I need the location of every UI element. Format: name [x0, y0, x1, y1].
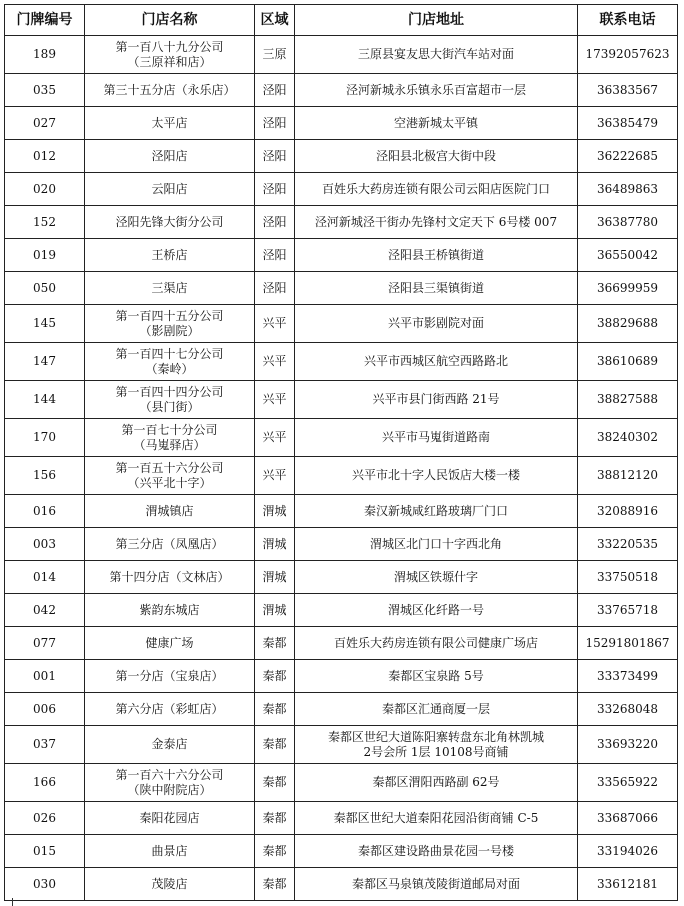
area-cell: 秦都 [255, 726, 295, 764]
store-name-cell [85, 594, 255, 627]
store-name-cell [85, 343, 255, 381]
store-code-cell: 042 [5, 594, 85, 627]
store-name-line: （兴平北十字） [127, 475, 212, 490]
address-line: 渭城区北门口十字西北角 [369, 536, 502, 551]
store-name-line: 茂陵店 [151, 876, 188, 891]
address-line: 百姓乐大药房连锁有限公司云阳店医院门口 [321, 181, 550, 196]
store-code-cell: 019 [5, 239, 85, 272]
address-cell [295, 802, 578, 835]
store-name-line: 第一百四十五分公司 [115, 308, 224, 323]
table-row [5, 74, 678, 107]
store-name-line: （秦岭） [145, 361, 194, 376]
area-cell: 泾阳 [255, 140, 295, 173]
address-cell [295, 528, 578, 561]
table-row [5, 528, 678, 561]
phone-cell: 36385479 [578, 107, 678, 140]
phone-cell: 32088916 [578, 495, 678, 528]
address-line: 秦汉新城咸红路玻璃厂门口 [363, 503, 508, 518]
store-name-line: 第六分店（彩虹店） [115, 701, 224, 716]
store-code-cell: 156 [5, 457, 85, 495]
area-cell: 兴平 [255, 305, 295, 343]
store-code-cell: 026 [5, 802, 85, 835]
store-name-line: 第一百八十九分公司 [115, 39, 224, 54]
phone-cell: 33373499 [578, 660, 678, 693]
table-row [5, 594, 678, 627]
phone-cell: 38610689 [578, 343, 678, 381]
store-name-cell [85, 140, 255, 173]
address-cell [295, 457, 578, 495]
store-code-cell: 050 [5, 272, 85, 305]
store-code-cell: 035 [5, 74, 85, 107]
area-cell: 秦都 [255, 764, 295, 802]
store-code-cell: 014 [5, 561, 85, 594]
phone-cell: 36550042 [578, 239, 678, 272]
store-name-line: （马嵬驿店） [133, 437, 206, 452]
store-name-line: 第一百四十七分公司 [115, 346, 224, 361]
address-line: 三原县宴友思大街汽车站对面 [357, 47, 514, 61]
store-code-cell: 189 [5, 36, 85, 74]
table-row [5, 272, 678, 305]
header-store-name: 门店名称 [85, 5, 255, 36]
address-cell [295, 239, 578, 272]
store-name-line: 第一分店（宝泉店） [115, 668, 224, 683]
store-table [4, 4, 678, 901]
address-line: 秦都区世纪大道秦阳花园沿街商铺 C-5 [333, 810, 539, 825]
store-code-cell: 152 [5, 206, 85, 239]
address-cell [295, 206, 578, 239]
address-line: 渭城区铁塬什字 [393, 569, 478, 584]
phone-cell: 38812120 [578, 457, 678, 495]
table-row [5, 140, 678, 173]
phone-cell: 33194026 [578, 835, 678, 868]
address-cell [295, 305, 578, 343]
address-cell [295, 693, 578, 726]
area-cell: 渭城 [255, 495, 295, 528]
area-cell: 泾阳 [255, 107, 295, 140]
store-code-cell: 077 [5, 627, 85, 660]
area-cell: 秦都 [255, 868, 295, 901]
phone-cell: 36222685 [578, 140, 678, 173]
address-cell [295, 764, 578, 802]
phone-cell: 33750518 [578, 561, 678, 594]
store-name-line: 第三分店（凤凰店） [115, 536, 224, 551]
address-cell [295, 561, 578, 594]
table-row [5, 173, 678, 206]
table-row [5, 495, 678, 528]
store-name-cell [85, 36, 255, 74]
address-cell [295, 660, 578, 693]
header-row [5, 5, 678, 36]
area-cell: 泾阳 [255, 173, 295, 206]
table-row [5, 693, 678, 726]
store-code-cell: 016 [5, 495, 85, 528]
table-row [5, 305, 678, 343]
table-row [5, 381, 678, 419]
address-line: 渭城区化纤路一号 [387, 602, 484, 617]
area-cell: 秦都 [255, 660, 295, 693]
area-cell: 三原 [255, 36, 295, 74]
store-name-cell [85, 107, 255, 140]
store-name-line: 王桥店 [151, 247, 188, 262]
store-code-cell: 015 [5, 835, 85, 868]
address-line: 兴平市北十字人民饭店大楼一楼 [351, 468, 520, 482]
store-name-cell [85, 457, 255, 495]
phone-cell: 33765718 [578, 594, 678, 627]
store-code-cell: 027 [5, 107, 85, 140]
area-cell: 渭城 [255, 528, 295, 561]
store-name-cell [85, 495, 255, 528]
address-line: 泾阳县北极宫大街中段 [375, 148, 496, 163]
address-line: 秦都区建设路曲景花园一号楼 [357, 843, 514, 858]
phone-cell: 36699959 [578, 272, 678, 305]
address-cell [295, 726, 578, 764]
store-code-cell: 030 [5, 868, 85, 901]
store-name-cell [85, 528, 255, 561]
store-name-cell [85, 802, 255, 835]
store-name-line: 云阳店 [151, 181, 188, 196]
address-cell [295, 868, 578, 901]
store-code-cell: 020 [5, 173, 85, 206]
store-name-cell [85, 272, 255, 305]
store-code-cell: 012 [5, 140, 85, 173]
area-cell: 兴平 [255, 381, 295, 419]
area-cell: 泾阳 [255, 239, 295, 272]
store-name-cell [85, 239, 255, 272]
header-store-code: 门牌编号 [5, 5, 85, 36]
address-line: 秦都区世纪大道陈阳寨转盘东北角林凯城 [327, 729, 544, 744]
store-name-line: 第一百六十六分公司 [115, 767, 224, 782]
table-row [5, 107, 678, 140]
header-address: 门店地址 [295, 5, 578, 36]
table-row [5, 627, 678, 660]
store-code-cell: 001 [5, 660, 85, 693]
page-edge-mark [12, 898, 13, 906]
store-code-cell: 170 [5, 419, 85, 457]
address-cell [295, 594, 578, 627]
phone-cell: 36383567 [578, 74, 678, 107]
area-cell: 秦都 [255, 693, 295, 726]
store-name-cell [85, 561, 255, 594]
phone-cell: 17392057623 [578, 36, 678, 74]
address-line: 泾河新城永乐镇永乐百富超市一层 [345, 82, 526, 97]
store-code-cell: 144 [5, 381, 85, 419]
store-code-cell: 037 [5, 726, 85, 764]
phone-cell: 33687066 [578, 802, 678, 835]
address-line: 2号会所 1层 10108号商铺 [363, 744, 509, 759]
table-row [5, 419, 678, 457]
store-name-line: 金泰店 [151, 737, 188, 751]
table-row [5, 868, 678, 901]
store-code-cell: 147 [5, 343, 85, 381]
area-cell: 兴平 [255, 419, 295, 457]
area-cell: 秦都 [255, 627, 295, 660]
address-line: 秦都区渭阳西路副 62号 [372, 775, 500, 789]
address-line: 泾河新城泾干街办先锋村文定天下 6号楼 007 [314, 214, 558, 229]
address-cell [295, 381, 578, 419]
table-row [5, 835, 678, 868]
table-row [5, 802, 678, 835]
address-line: 秦都区马泉镇茂陵街道邮局对面 [351, 876, 520, 891]
phone-cell: 33268048 [578, 693, 678, 726]
table-row [5, 660, 678, 693]
store-name-cell [85, 206, 255, 239]
store-name-line: 秦阳花园店 [139, 810, 200, 825]
area-cell: 泾阳 [255, 272, 295, 305]
address-cell [295, 140, 578, 173]
address-line: 空港新城太平镇 [393, 115, 478, 130]
area-cell: 兴平 [255, 457, 295, 495]
address-line: 兴平市县门街西路 21号 [372, 392, 500, 406]
phone-cell: 38829688 [578, 305, 678, 343]
address-line: 兴平市西城区航空西路路北 [363, 354, 508, 368]
phone-cell: 33565922 [578, 764, 678, 802]
store-name-line: 三渠店 [151, 280, 188, 295]
address-cell [295, 627, 578, 660]
area-cell: 渭城 [255, 561, 295, 594]
table-row [5, 457, 678, 495]
area-cell: 泾阳 [255, 206, 295, 239]
phone-cell: 33693220 [578, 726, 678, 764]
phone-cell: 33220535 [578, 528, 678, 561]
store-name-line: 健康广场 [145, 635, 194, 650]
header-area: 区域 [255, 5, 295, 36]
phone-cell: 38827588 [578, 381, 678, 419]
address-cell [295, 107, 578, 140]
store-name-line: 渭城镇店 [145, 503, 194, 518]
table-row [5, 561, 678, 594]
store-rows [5, 36, 678, 901]
store-name-line: 第三十五分店（永乐店） [103, 82, 236, 97]
table-row [5, 764, 678, 802]
phone-cell: 36489863 [578, 173, 678, 206]
address-line: 兴平市影剧院对面 [387, 316, 484, 330]
store-name-cell [85, 693, 255, 726]
store-name-line: （县门街） [139, 399, 200, 414]
address-line: 百姓乐大药房连锁有限公司健康广场店 [333, 635, 538, 650]
store-name-line: 第一百七十分公司 [121, 422, 218, 437]
store-name-cell [85, 173, 255, 206]
phone-cell: 36387780 [578, 206, 678, 239]
address-cell [295, 343, 578, 381]
store-code-cell: 006 [5, 693, 85, 726]
address-cell [295, 173, 578, 206]
table-row [5, 206, 678, 239]
store-name-cell [85, 627, 255, 660]
store-name-line: 紫韵东城店 [139, 602, 200, 617]
store-code-cell: 166 [5, 764, 85, 802]
address-line: 秦都区宝泉路 5号 [388, 668, 484, 683]
address-line: 泾阳县三渠镇街道 [387, 280, 484, 295]
store-name-line: 曲景店 [151, 843, 188, 858]
header-phone: 联系电话 [578, 5, 678, 36]
store-name-line: （三原祥和店） [127, 54, 212, 69]
store-name-cell [85, 835, 255, 868]
store-name-cell [85, 419, 255, 457]
store-name-cell [85, 764, 255, 802]
store-name-cell [85, 305, 255, 343]
store-name-line: 泾阳先锋大街分公司 [115, 214, 224, 229]
store-code-cell: 145 [5, 305, 85, 343]
table-row [5, 343, 678, 381]
address-cell [295, 419, 578, 457]
phone-cell: 33612181 [578, 868, 678, 901]
address-cell [295, 36, 578, 74]
phone-cell: 38240302 [578, 419, 678, 457]
area-cell: 秦都 [255, 802, 295, 835]
store-name-line: 第十四分店（文林店） [109, 569, 230, 584]
address-line: 秦都区汇通商厦一层 [381, 701, 490, 716]
store-name-line: 泾阳店 [151, 148, 188, 163]
table-row [5, 726, 678, 764]
address-line: 兴平市马嵬街道路南 [381, 430, 490, 444]
area-cell: 兴平 [255, 343, 295, 381]
store-name-cell [85, 381, 255, 419]
store-name-line: （影剧院） [139, 323, 200, 338]
store-name-line: 太平店 [151, 115, 188, 130]
area-cell: 泾阳 [255, 74, 295, 107]
store-name-cell [85, 74, 255, 107]
store-name-line: 第一百四十四分公司 [115, 384, 224, 399]
store-name-line: 第一百五十六分公司 [115, 460, 224, 475]
store-code-cell: 003 [5, 528, 85, 561]
table-row [5, 36, 678, 74]
address-line: 泾阳县王桥镇街道 [387, 247, 484, 262]
address-cell [295, 272, 578, 305]
table-row [5, 239, 678, 272]
area-cell: 渭城 [255, 594, 295, 627]
address-cell [295, 495, 578, 528]
store-name-cell [85, 868, 255, 901]
store-name-line: （陕中附院店） [127, 782, 212, 797]
address-cell [295, 835, 578, 868]
phone-cell: 15291801867 [578, 627, 678, 660]
address-cell [295, 74, 578, 107]
area-cell: 秦都 [255, 835, 295, 868]
store-name-cell [85, 660, 255, 693]
store-name-cell [85, 726, 255, 764]
